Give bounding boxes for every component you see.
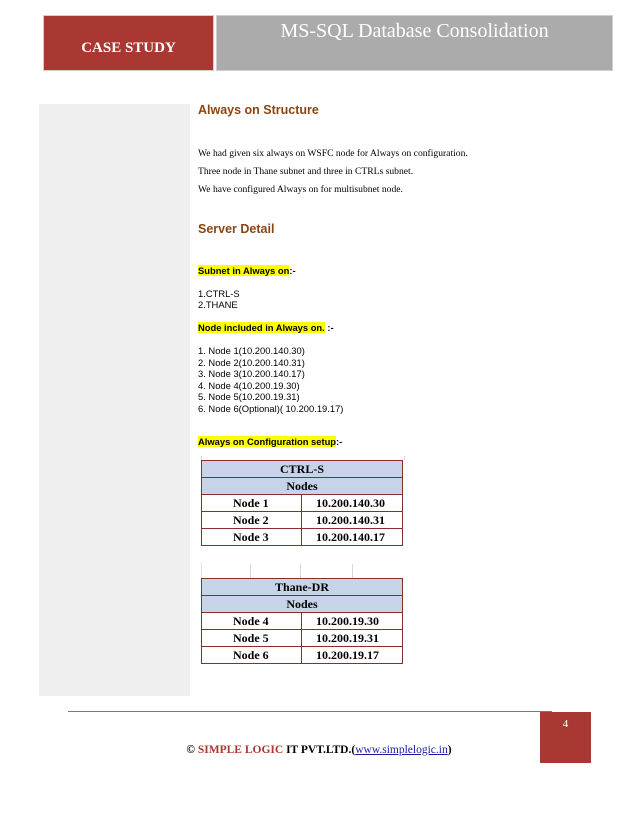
footer (0, 744, 638, 756)
guide-tick (352, 564, 353, 578)
section-heading-server-detail: Server Detail (198, 222, 275, 236)
node-cell: Node 2 (202, 512, 302, 529)
table-row (202, 512, 403, 529)
node-cell: Node 1 (202, 495, 302, 512)
nodes-label: Node included in Always on. (198, 322, 325, 333)
node-item-5: 5. Node 5(10.200.19.31) (198, 391, 300, 402)
guide-tick (250, 564, 251, 578)
table-row (202, 630, 403, 647)
node-cell: Node 6 (202, 647, 302, 664)
ctrl-s-title: CTRL-S (202, 461, 403, 478)
ctrl-s-table (201, 460, 403, 546)
page-number: 4 (562, 718, 569, 730)
thane-dr-subtitle: Nodes (202, 596, 403, 613)
table-row (202, 647, 403, 664)
company-name: IT PVT.LTD.( (286, 744, 356, 756)
ip-cell: 10.200.140.31 (302, 512, 403, 529)
table-row (202, 529, 403, 546)
node-item-2: 2. Node 2(10.200.140.31) (198, 356, 305, 368)
footer-close: ) (447, 744, 452, 756)
node-item-3: 3. Node 3(10.200.140.17) (198, 368, 305, 379)
guide-tick (300, 564, 301, 578)
structure-line-3: We have configured Always on for multisubnet node. (198, 184, 403, 195)
node-cell: Node 4 (202, 613, 302, 630)
thane-dr-table (201, 578, 403, 664)
ip-cell: 10.200.140.17 (302, 529, 403, 546)
node-item-4: 4. Node 4(10.200.19.30) (198, 379, 300, 391)
node-cell: Node 3 (202, 529, 302, 546)
table-row (202, 495, 403, 512)
section-heading-structure: Always on Structure (198, 103, 319, 117)
footer-divider (68, 711, 552, 712)
node-item-6: 6. Node 6(Optional)( 10.200.19.17) (198, 402, 344, 414)
website-link[interactable]: www.simplelogic.in (355, 744, 448, 756)
nodes-suffix: :- (324, 322, 334, 333)
sidebar-panel (39, 104, 190, 696)
config-label: Always on Configuration setup (198, 436, 337, 447)
node-cell: Node 5 (202, 630, 302, 647)
case-study-label: CASE STUDY (81, 40, 176, 56)
node-item-1: 1. Node 1(10.200.140.30) (198, 345, 305, 356)
table-row (202, 613, 403, 630)
config-heading (198, 436, 342, 448)
subnet-item-1: 1.CTRL-S (198, 288, 240, 299)
ctrl-s-subtitle: Nodes (202, 478, 403, 495)
subnet-suffix: :- (289, 265, 296, 276)
structure-line-1: We had given six always on WSFC node for Always on configuration. (198, 148, 468, 159)
subnet-label: Subnet in Always on (198, 265, 290, 276)
ip-cell: 10.200.19.31 (302, 630, 403, 647)
copyright-symbol: © (186, 744, 195, 756)
structure-line-2: Three node in Thane subnet and three in CTRLs subnet. (198, 166, 414, 177)
ip-cell: 10.200.19.17 (302, 647, 403, 664)
ip-cell: 10.200.140.30 (302, 495, 403, 512)
subnet-item-2: 2.THANE (198, 299, 238, 310)
title-banner (216, 15, 613, 71)
case-study-banner (43, 15, 214, 71)
document-title: MS-SQL Database Consolidation (280, 20, 549, 42)
subnet-heading (198, 265, 296, 277)
table-gap-guide (201, 562, 404, 578)
brand-name: SIMPLE LOGIC (197, 744, 284, 756)
config-suffix: :- (336, 436, 343, 447)
thane-dr-title: Thane-DR (202, 579, 403, 596)
ip-cell: 10.200.19.30 (302, 613, 403, 630)
nodes-heading (198, 322, 334, 334)
